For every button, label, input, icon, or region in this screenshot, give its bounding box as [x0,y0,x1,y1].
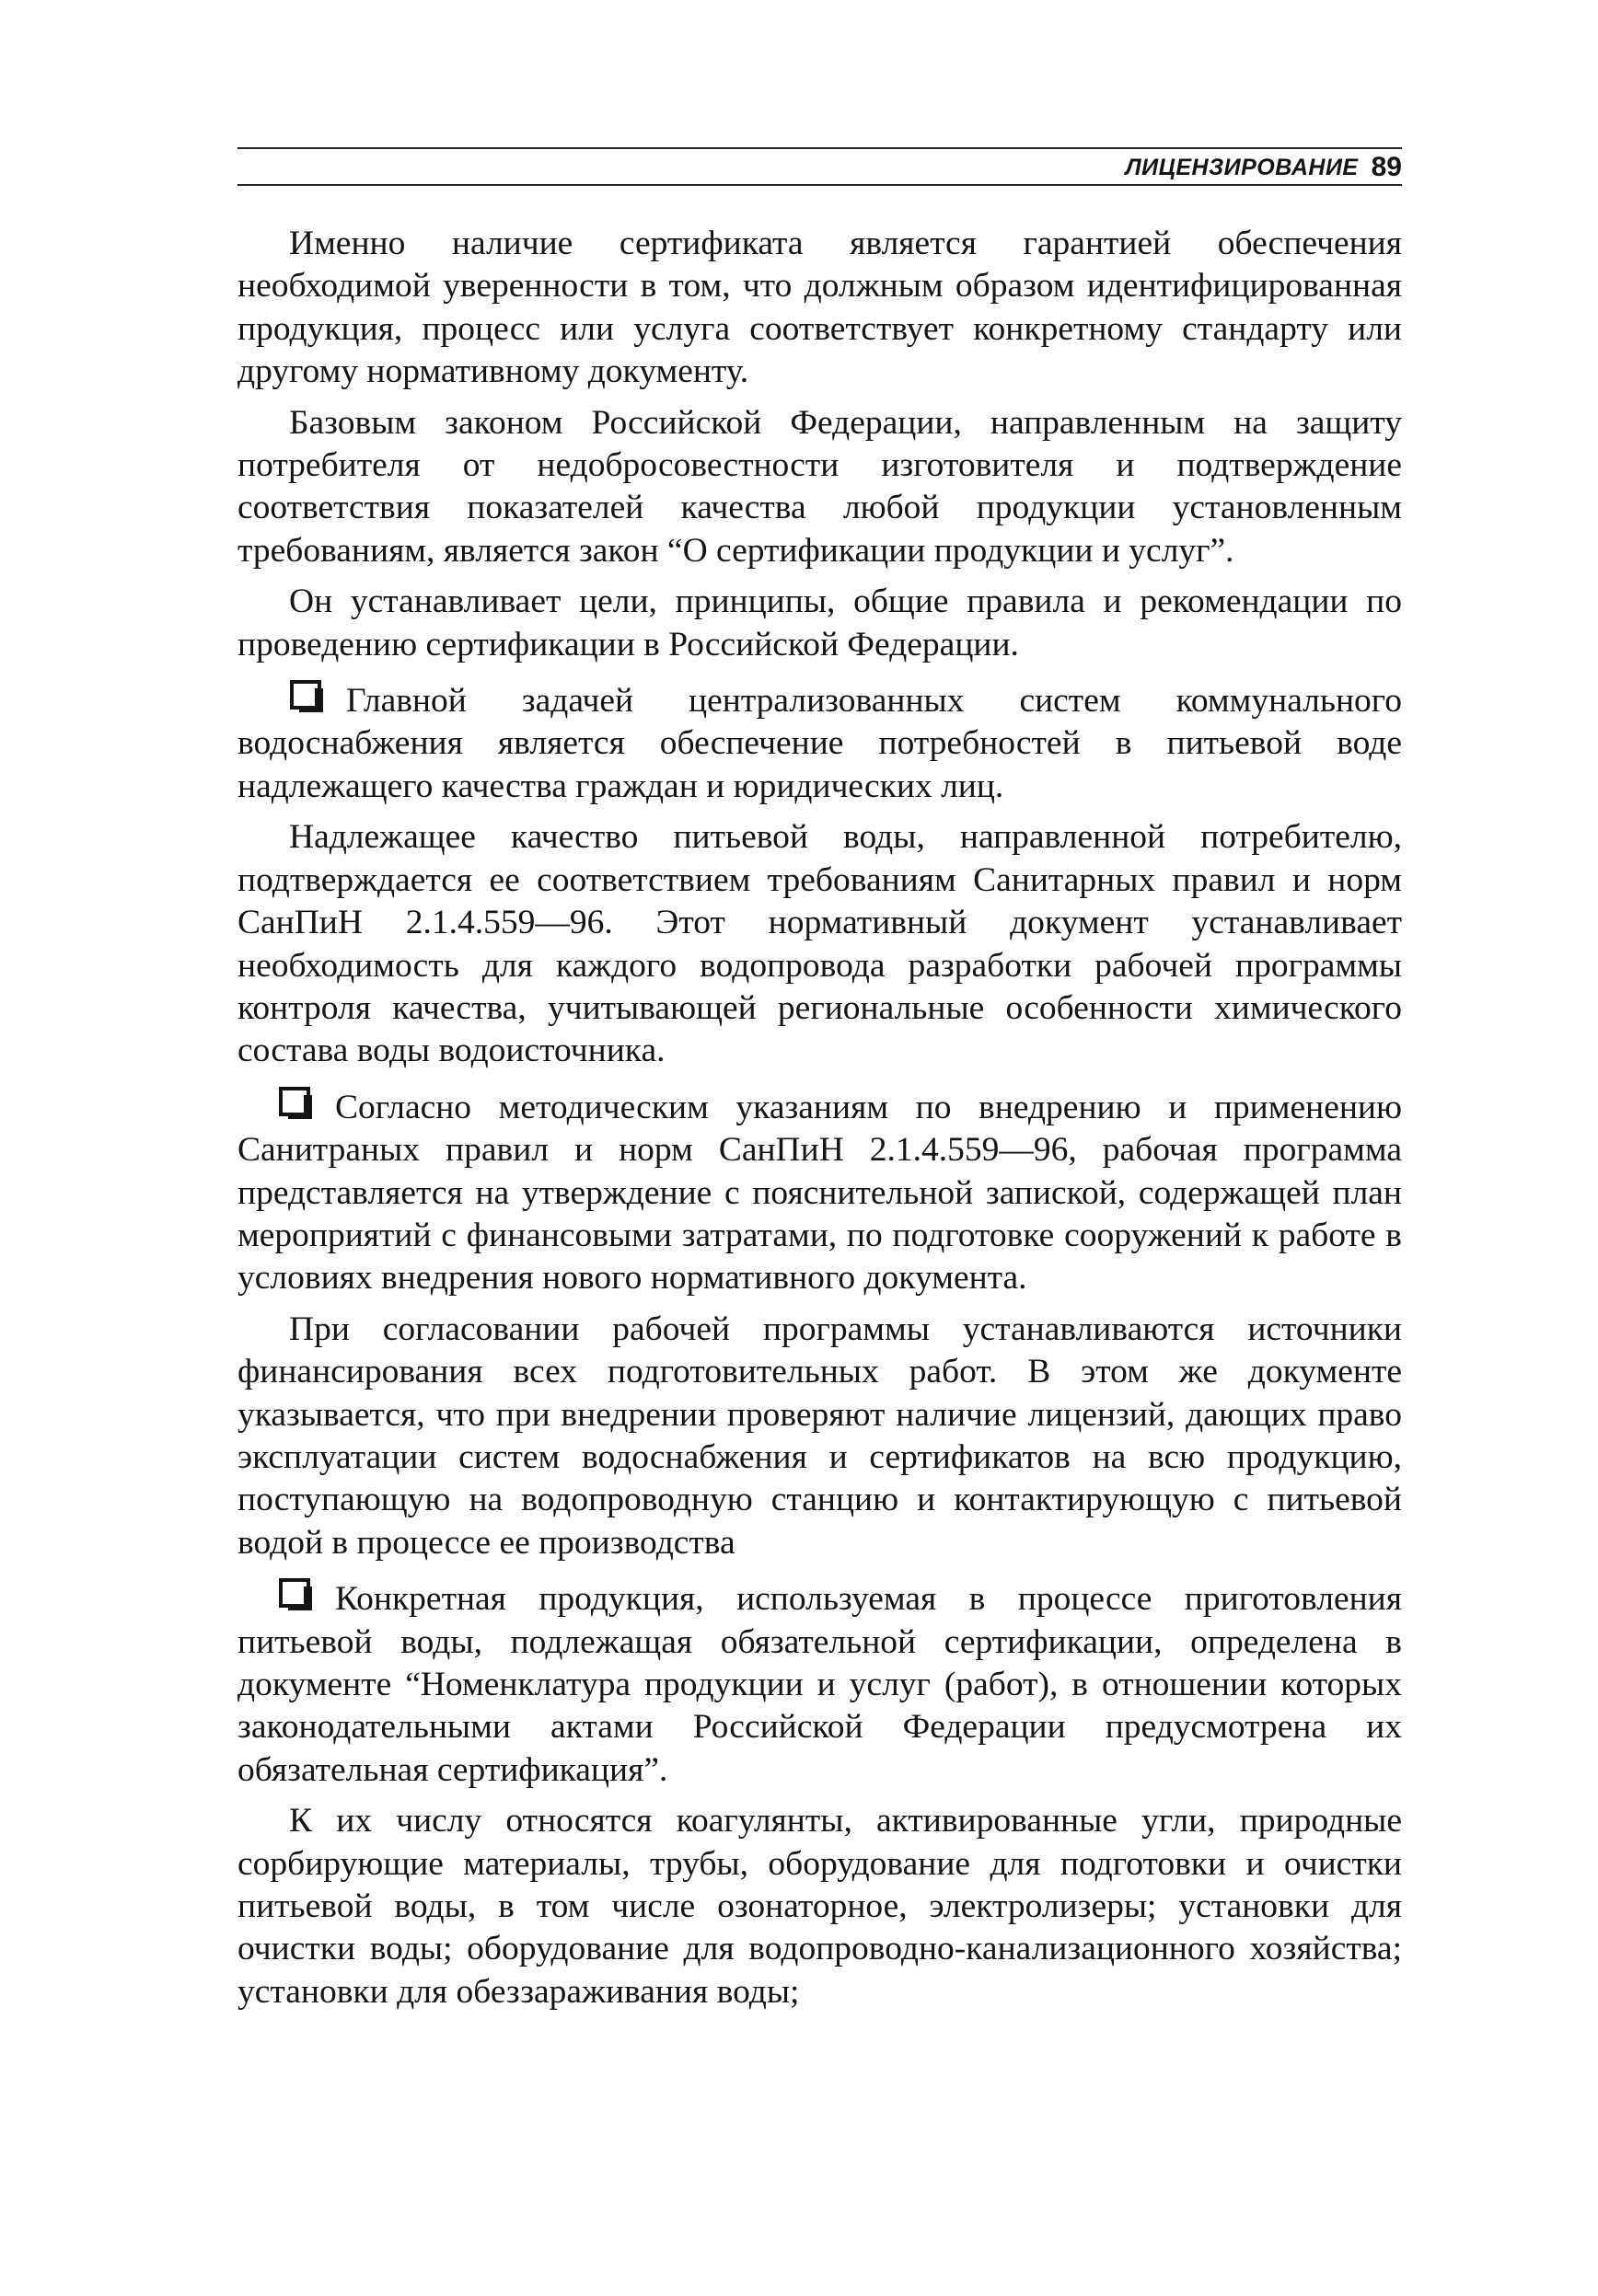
page-number: 89 [1371,152,1402,182]
paragraph [237,1309,1402,1564]
paragraph-text: Именно наличие сертификата является гарантией обеспечения необходимой уверенности в том, что должным образом идентифицированная продукция, процесс или услуга соответствует конкретному стандарту или другому нормативному документу. [237,225,1402,391]
marked-paragraph [237,1577,1402,1792]
paragraph-text: Он устанавливает цели, принципы, общие правила и рекомендации по проведению сертификации в Российской Федерации. [237,583,1402,663]
checkbox-square-icon [278,1577,322,1612]
paragraph-text: Согласно методическим указаниям по внедрению и применению Санитраных правил и норм СанПиН 2.1.4.559—96, рабочая программа представляется на утверждение с пояснительной запиской, содержащей план мероприятий с финансовыми затратами, по подготовке сооружений к работе в условиях внедрения нового нормативного документа. [237,1088,1402,1298]
paragraph [237,223,1402,394]
header-rule-bottom [237,184,1402,186]
paragraph [237,402,1402,573]
paragraph [237,1800,1402,2013]
checkbox-square-icon [289,679,333,714]
paragraph-text: Базовым законом Российской Федерации, направленным на защиту потребителя от недобросовестности изготовителя и подтверждение соответствия показателей качества любой продукции установленным требованиям, является закон “О сертификации продукции и услуг”. [237,403,1402,570]
paragraph-text: Главной задачей централизованных систем коммунального водоснабжения является обеспечение потребностей в питьевой воде надлежащего качества граждан и юридических лиц. [237,682,1402,805]
marked-paragraph [237,679,1402,808]
body-text [237,223,1402,2022]
paragraph-text: Надлежащее качество питьевой воды, направленной потребителю, подтверждается ее соответствием требованиям Санитарных правил и норм СанПиН 2.1.4.559—96. Этот нормативный документ устанавливает необходимость для каждого водопровода разработки рабочей программы контроля качества, учитывающей региональные особенности химического состава воды водоисточника. [237,818,1402,1070]
paragraph-text: При согласовании рабочей программы устанавливаются источники финансирования всех подготовительных работ. В этом же документе указывается, что при внедрении проверяют наличие лицензий, дающих право эксплуатации систем водоснабжения и сертификатов на всю продукцию, поступающую на водопроводную станцию и контактирующую с питьевой водой в процессе ее производства [237,1310,1402,1562]
marked-paragraph [237,1086,1402,1300]
paragraph-text: К их числу относятся коагулянты, активированные угли, природные сорбирующие материалы, трубы, оборудование для подготовки и очистки питьевой воды, в том числе озонаторное, электролизеры; установки для очистки воды; оборудование для водопроводно-канализационного хозяйства; установки для обеззараживания воды; [237,1802,1402,2011]
paragraph-text: Конкретная продукция, используемая в процессе приготовления питьевой воды, подлежащая обязательной сертификации, определена в документе “Номенклатура продукции и услуг (работ), в отношении которых законодательными актами Российской Федерации предусмотрена их обязательная сертификация”. [237,1580,1402,1789]
running-head [1125,151,1402,184]
header-rule-top [237,147,1402,149]
running-title: ЛИЦЕНЗИРОВАНИЕ [1125,154,1359,180]
paragraph [237,581,1402,666]
checkbox-square-icon [278,1086,322,1121]
paragraph [237,816,1402,1072]
